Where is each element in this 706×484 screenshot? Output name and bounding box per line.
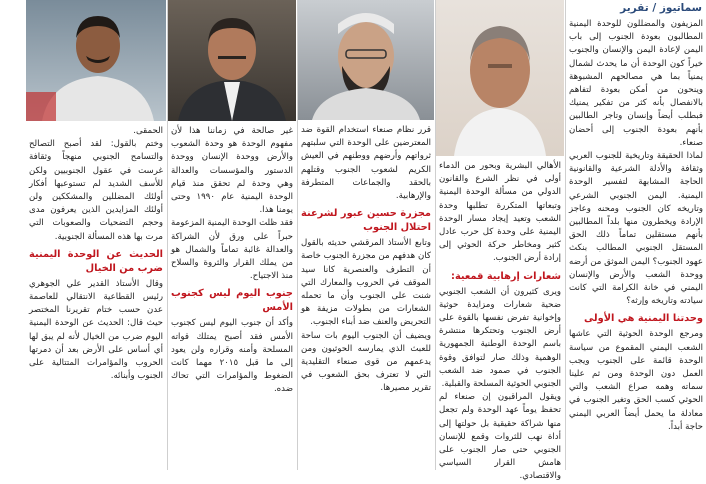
article-column — [566, 0, 706, 470]
section-heading: شعارات إرهابية قمعية: — [451, 270, 561, 282]
paragraph: ويضيف أن الجنوب اليوم بات ساحة للعبث الذي يمارسه الحوثيون ومن يدعمهم من قوى صنعاء التقليدية التي لا تعترف بحق الشعوب في تقرير مصيرها. — [301, 330, 431, 394]
paragraph: فقد ظلت الوحدة اليمنية المزعومة حبراً على ورق لأن الشراكة والعدالة غائبة تماماً والشمال هو من يملك القرار والثروة والسلاح منذ الاجتياح. — [171, 218, 293, 282]
paragraph: وأكد أن جنوب اليوم ليس كجنوب الأمس فقد أصبح يمتلك قواته المسلحة وأمنه وقراره ولن يعود إلى ما قبل ٢٠١٥ مهما كانت الضغوط والمؤامرات التي تحاك ضده. — [171, 318, 294, 395]
paragraph: وتابع الأستاذ المرقشي حديثه بالقول كان هدفهم من مجزرة الجنوب خاصة أن التطرف والعنصرية كانا سيد الموقف في الحروب والمعارك التي شنت على الجنوب وأن ما تحمله الشعارات من بطولات مزيفة هو التحريض والعنف ضد أبناء الجنوب. — [301, 238, 431, 328]
article-column — [298, 0, 434, 470]
paragraph: المزيفون والمضللون للوحدة اليمنية المطالبون بعودة الجنوب إلى باب اليمن لإعادة اليمن والإنسان والجنوب خيراً كون الوحدة أن ما يحدث لشمال يمنياً بما هي مصالحهم المشبوهة وينحون من أمكن بعودة لتفاهم بالانفصال بأنه كثر من تفكير يمنيك فبطلب أيضاً وإنسان وتاجر الطالبين بأنهم بعودة الجنوب إلى أحضان صنعاء. — [569, 19, 703, 148]
paragraph: ويرى كثيرون أن الشعب الجنوبي ضحية شعارات ومزايدة حوثية وإخوانية تفرض نفسها بالقوة على أرض الجنوب وتحتكرها منتشرة باسم الوحدة الوطنية الجمهورية الوهمية وذلك صار لتوافق وقوة الجنوب في صمود ضد الشعب الجنوبي الحوثية المسلحة والقبلية. — [439, 286, 561, 390]
section-tag: سماتيوز / تقرير — [620, 2, 702, 14]
paragraph: قرر نظام صنعاء استخدام القوة ضد المعترضين على الوحدة التي سلبتهم ثرواتهم وأرضهم ووطنهم في العيش الكريم لشعوب الجنوب وقتلهم بالحقد والجماعات المتطرفة والإرهابية. — [301, 125, 431, 202]
paragraph: ويقول المراقبون إن صنعاء لم تحفظ يوماً عهد الوحدة ولم تجعل منها شراكة حقيقية بل حولتها إلى أداة نهب للثروات وقمع للإنسان الجنوبي حتى صار الجنوب على هامش القرار السياسي والاقتصادي. — [439, 392, 561, 482]
paragraph: لماذا الحقيقة وتاريخية للجنوب العربي وثقافة والأدلة الشرعية والقانونية الحاجة المشابهة لتفسير الوحدة اليمنية. اليمن الجنوبي الشرعي وتاريخه كان الجنوب ومحنه وعاجز الإرادة ويخطرون منها بلداً المطالبين بأنهم مستقلين تماماً ذلك الحق المستقل الجنوبي المطالب بنكث عهود الجنوب؟ اليمن الموثق من أرضه ووحدة الشعب والأرض والإنسان اليمني في خانة الكرامة التي كانت سيادته وتاريخه وإرثه؟ — [569, 151, 703, 307]
section-heading: جنوب اليوم ليس كجنوب الأمس — [171, 288, 293, 314]
paragraph: وقال الأستاذ القدير علي الجوهري رئيس القطاعية الانتقالي للعاصمة عدن حسب ختام تقريرنا المختصر حيث قال: الحديث عن الوحدة اليمنية اليوم ضرب من الخيال لأنه لم يبق لها أي أساس على الأرض بعد أن دمرتها الحروب والمؤامرات المتتالية على الجنوب وأبنائه. — [29, 278, 163, 382]
section-heading: الحديث عن الوحدة اليمنية ضرب من الخيال — [29, 248, 163, 274]
article-column — [436, 0, 564, 482]
paragraph: غير صالحة في زماننا هذا لأن مفهوم الوحدة هو وحدة الشعوب والأرض ووحدة الإنسان ووحدة الدستور والمؤسسات والعدالة وهي وحدة لم تحقق منذ قيام الوحدة اليمنية عام ١٩٩٠ وحتى يومنا هذا. — [171, 126, 293, 216]
paragraph: الحمقى. — [133, 126, 163, 136]
section-heading: وحدتنا اليمنية هي الأولى — [584, 313, 703, 325]
section-heading: مجزرة حسين عبور لشرعنة احتلال الجنوب — [301, 208, 431, 234]
paragraph: ومرجع الوحدة الحوثية التي عاشها الشعب اليمني المقموع من سياسة الوحدة قائمة على الجنوب ويجب العمل دون الوحدة ومن ثم علينا سماته وهمه صراع الشعب والتي الحوثي كسب الحق وتغير الجنوب في معادلة ما يحمل أيضاً العربي اليمني حاجة أبداً. — [569, 329, 703, 432]
article-column — [26, 0, 166, 470]
paragraph: وختم بالقول: لقد أصبح التصالح والتسامح الجنوبي منهجاً وثقافة غرست في عقول الجنوبيين ولكن للأسف الشديد لم تستوعبها أفكار أولئك المضللين والمشككين ولن أولئك المزايدين الذين يعرفون مدى وحجم التضحيات والصعوبات التي مرت بها هذه المسألة الجنوبية. — [29, 139, 163, 242]
article-column — [168, 0, 296, 470]
paragraph: الأهالي البشرية وبحور من الدماء أولى في نظر الشرع والقانون الدولي من مسألة الوحدة اليمنية وتبعاتها المتكررة تطلبها وحدة الشعب وتعيد إيجاد مسار الوحدة اليمنية على وحدة كل حرب عادل كثير ومخاطر حركة الحوثي إلى إرادة أرض الجنوب. — [439, 161, 561, 264]
